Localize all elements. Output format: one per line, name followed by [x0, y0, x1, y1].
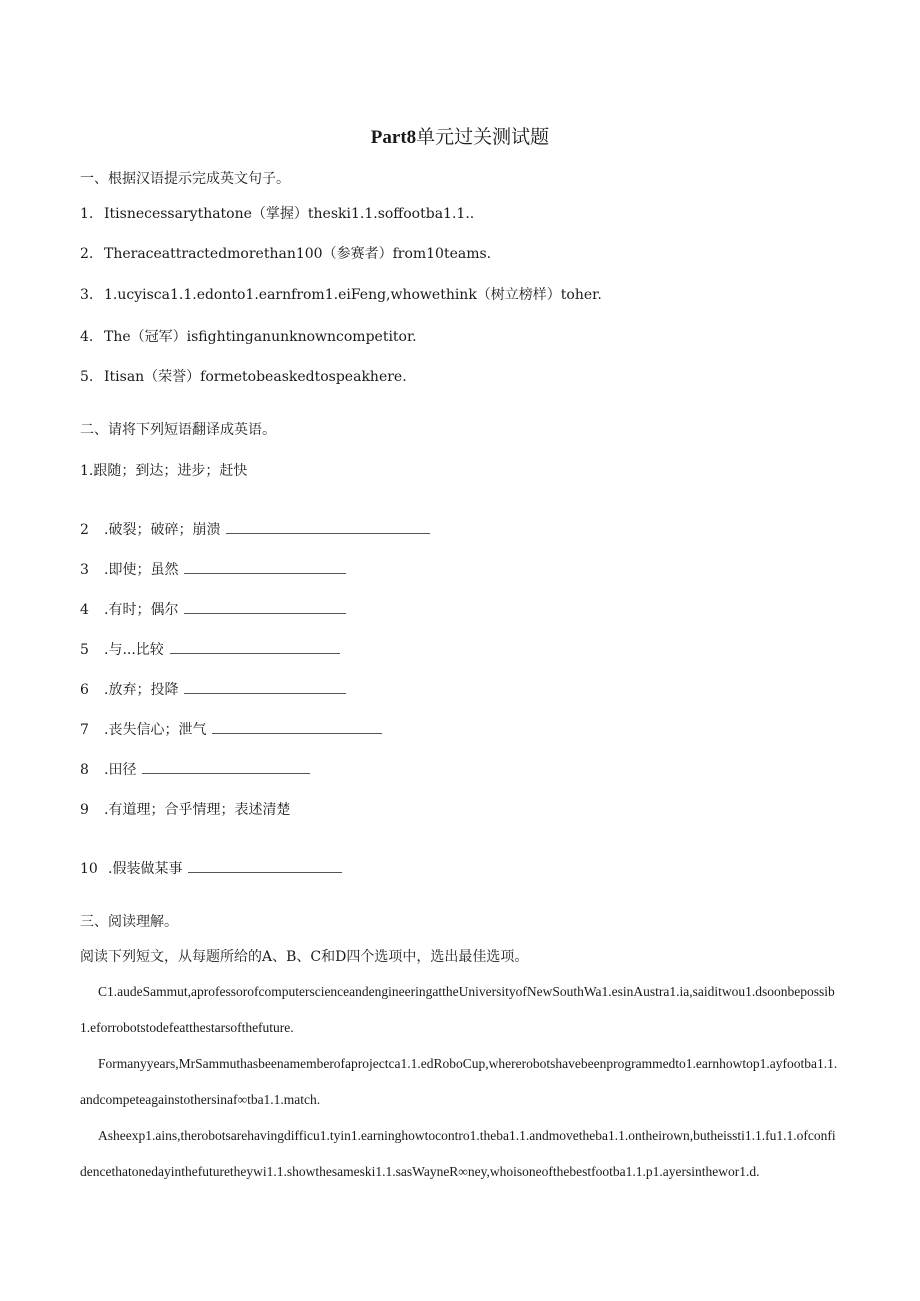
- answer-blank[interactable]: [170, 639, 340, 654]
- s2-item-9: 9 .有道理；合乎情理；表述清楚: [80, 802, 291, 818]
- reading-paragraph-3: Asheexp1.ains,therobotsarehavingdifficu1.tyin1.earninghowtocontro1.theba1.1.andmovetheba1.1.ontheirown,butheissti1.1.fu1.1.ofconfidencethatonedayinthefuturetheywi1.1.showthesameski1.1.sasWayneR∞ney,whoisoneofthebestfootba1.1.p1.ayersinthewor1.d.: [80, 1128, 836, 1179]
- s2-item-2: 2 .破裂；破碎；崩溃: [80, 519, 430, 539]
- answer-blank[interactable]: [184, 559, 346, 574]
- answer-blank[interactable]: [184, 679, 346, 694]
- answer-blank[interactable]: [142, 759, 310, 774]
- s2-item-3: 3 .即使；虽然: [80, 559, 346, 579]
- reading-paragraph-2: Formanyyears,MrSammuthasbeenamemberofaprojectca1.1.edRoboCup,whererobotshavebeenprogrammedto1.earnhowtop1.ayfootba1.1.andcompeteagainstothersinaf∞tba1.1.match.: [80, 1056, 838, 1107]
- answer-blank[interactable]: [188, 858, 342, 873]
- section2-heading: 二、请将下列短语翻译成英语。: [80, 422, 276, 438]
- section3-instruction: 阅读下列短文，从每题所给的A、B、C和D四个选项中，选出最佳选项。: [80, 949, 529, 965]
- answer-blank[interactable]: [226, 519, 430, 534]
- page-title: Part8单元过关测试题: [370, 126, 550, 148]
- s1-item-1: 1. Itisnecessarythatone（掌握）theski1.1.soffootba1.1..: [80, 206, 475, 222]
- s2-item-6: 6 .放弃；投降: [80, 679, 346, 699]
- s1-item-3: 3. 1.ucyisca1.1.edonto1.earnfrom1.eiFeng,whowethink（树立榜样）toher.: [80, 287, 602, 303]
- s1-item-4: 4. The（冠军）isfightinganunknowncompetitor.: [80, 329, 417, 345]
- section1-heading: 一、根据汉语提示完成英文句子。: [80, 171, 290, 187]
- s2-item-1: 1.跟随；到达；进步；赶快: [80, 463, 248, 479]
- s1-item-5: 5. Itisan（荣誉）formetobeaskedtospeakhere.: [80, 369, 407, 385]
- s2-item-7: 7 .丧失信心；泄气: [80, 719, 382, 739]
- answer-blank[interactable]: [212, 719, 382, 734]
- s2-item-4: 4 .有时；偶尔: [80, 599, 346, 619]
- s2-item-10: 10 .假装做某事: [80, 858, 342, 878]
- answer-blank[interactable]: [184, 599, 346, 614]
- s2-item-8: 8 .田径: [80, 759, 310, 779]
- section3-heading: 三、阅读理解。: [80, 914, 178, 930]
- s1-item-2: 2. Theraceattractedmorethan100（参赛者）from10teams.: [80, 246, 492, 262]
- reading-paragraph-1: C1.audeSammut,aprofessorofcomputerscienceandengineeringattheUniversityofNewSouthWa1.esinAustra1.ia,saiditwou1.dsoonbepossib1.eforrobotstodefeatthestarsofthefuture.: [80, 984, 835, 1035]
- s2-item-5: 5 .与...比较: [80, 639, 340, 659]
